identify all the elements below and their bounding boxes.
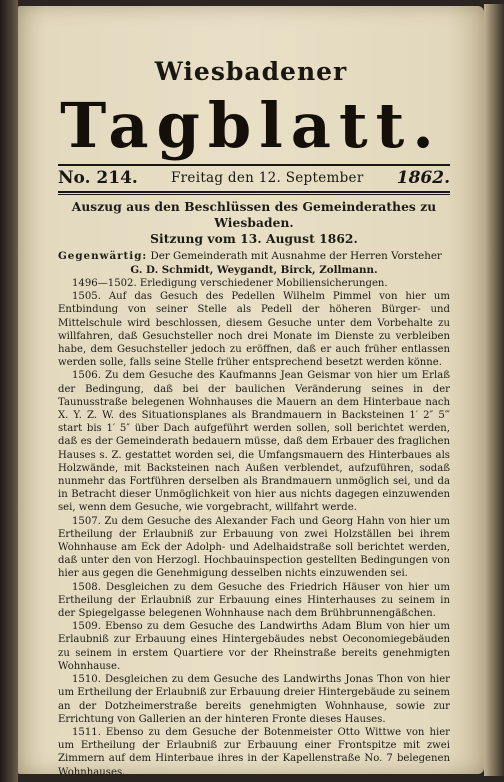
book-binding — [0, 0, 18, 782]
paragraph: 1505. Auf das Gesuch des Pedellen Wilhelm Pimmel von hier um Entbindung von seiner Stelle als Pedell der höheren Bürger- und Mittelschule wird beschlossen, diesem Gesuche unter dem Vorbehalte zu willfahren, daß Gesuchsteller noch drei Monate im Dienste zu verbleiben habe, dem Gesuchsteller jedoch zu eröffnen, daß er auch früher entlassen werden solle, falls seine Stelle früher entsprechend besetzt werden könne. — [58, 291, 450, 369]
issue-number: No. 214. — [58, 168, 138, 188]
page-edge — [484, 4, 504, 776]
present-text: Der Gemeinderath mit Ausnahme der Herren Vorsteher — [150, 250, 442, 262]
present-members — [58, 249, 450, 277]
masthead-small-title: Wiesbadener — [154, 57, 348, 86]
present-label: Gegenwärtig: — [58, 250, 148, 262]
paragraph: 1510. Desgleichen zu dem Gesuche des Landwirths Jonas Thon von hier um Ertheilung der Erlaubniß zur Erbauung dreier Hintergebäude zu seinem an der Dotzheimerstraße bereits genehmigten Wohnhause, sowie zur Errichtung von Gallerien an der hinteren Fronte dieses Hauses. — [58, 674, 450, 725]
paragraph: 1511. Ebenso zu dem Gesuche der Botenmeister Otto Wittwe von hier um Ertheilung der Erlaubniß zur Erbauung einer Frontspitze mit zwei Zimmern auf dem Hinterbaue ihres in der Kapellenstraße No. 7 belegenen Wohnhauses. — [58, 726, 450, 778]
present-names: G. D. Schmidt, Weygandt, Birck, Zollmann. — [130, 264, 378, 276]
bottom-rule — [58, 191, 450, 193]
issue-year: 1862. — [396, 168, 450, 188]
paragraph: 1496—1502. Erledigung verschiedener Mobiliensicherungen. — [72, 278, 388, 289]
article-subtitle: Sitzung vom 13. August 1862. — [150, 232, 358, 246]
issue-line — [58, 166, 450, 190]
issue-date: Freitag den 12. September — [171, 170, 364, 186]
paragraph: 1506. Zu dem Gesuche des Kaufmanns Jean Geismar von hier um Erlaß der Bedingung, daß bei der baulichen Veränderung seines in der Taunusstraße belegenen Wohnhauses die Mauern an dem Hinterbaue nach X. Y. Z. W. des Situationsplanes als Brandmauern in Backsteinen 1′ 2″ 5‴ start bis 1′ 5″ über Dach aufgeführt werden sollen, soll berichtet werden, daß es der Gemeinderath bedauern müsse, daß dem Erbauer des fraglichen Hauses s. Z. gestattet worden sei, die Umfangsmauern des Hinterbaues als Holzwände, mit Backsteinen nach Außen verblendet, aufzuführen, sodaß nunmehr das Fortführen derselben als Brandmauern unmöglich sei, und da in Betracht dieser Unmöglichkeit von hier aus nichts dagegen einzuwenden sei, wenn dem Gesuche, wie vorgebracht, willfahrt werde. — [58, 370, 450, 514]
article-title: Auszug aus den Beschlüssen des Gemeinderathes zu Wiesbaden. — [71, 200, 437, 230]
newspaper-page — [18, 6, 484, 778]
bottom-rule-thin — [58, 194, 450, 195]
paragraph: 1509. Ebenso zu dem Gesuche des Landwirths Adam Blum von hier um Erlaubniß zur Erbauung eines Hintergebäudes nebst Oeconomiegebäuden zu seinem in erstem Quartiere vor der Rheinstraße bereits genehmigten Wohnhause. — [58, 621, 450, 672]
paragraph: 1508. Desgleichen zu dem Gesuche des Friedrich Häuser von hier um Ertheilung der Erlaubniß zur Erbauung eines Hinterhauses zu seinem in der Spiegelgasse belegenen Wohnhause nach dem Brühbrunnengäßchen. — [58, 581, 450, 620]
article — [58, 199, 450, 779]
paragraph: 1507. Zu dem Gesuche des Alexander Fach und Georg Hahn von hier um Ertheilung der Erlaubniß zur Erbauung von zwei Holzställen bei ihrem Wohnhause am Eck der Adolph- und Adelhaidstraße soll berichtet werden, daß unter den von Herzogl. Hochbauinspection gestellten Bedingungen von hier aus gegen die Genehmigung desselben nichts einzuwenden sei. — [58, 515, 450, 580]
masthead — [18, 58, 484, 162]
masthead-big-title: Tagblatt. — [60, 89, 442, 162]
